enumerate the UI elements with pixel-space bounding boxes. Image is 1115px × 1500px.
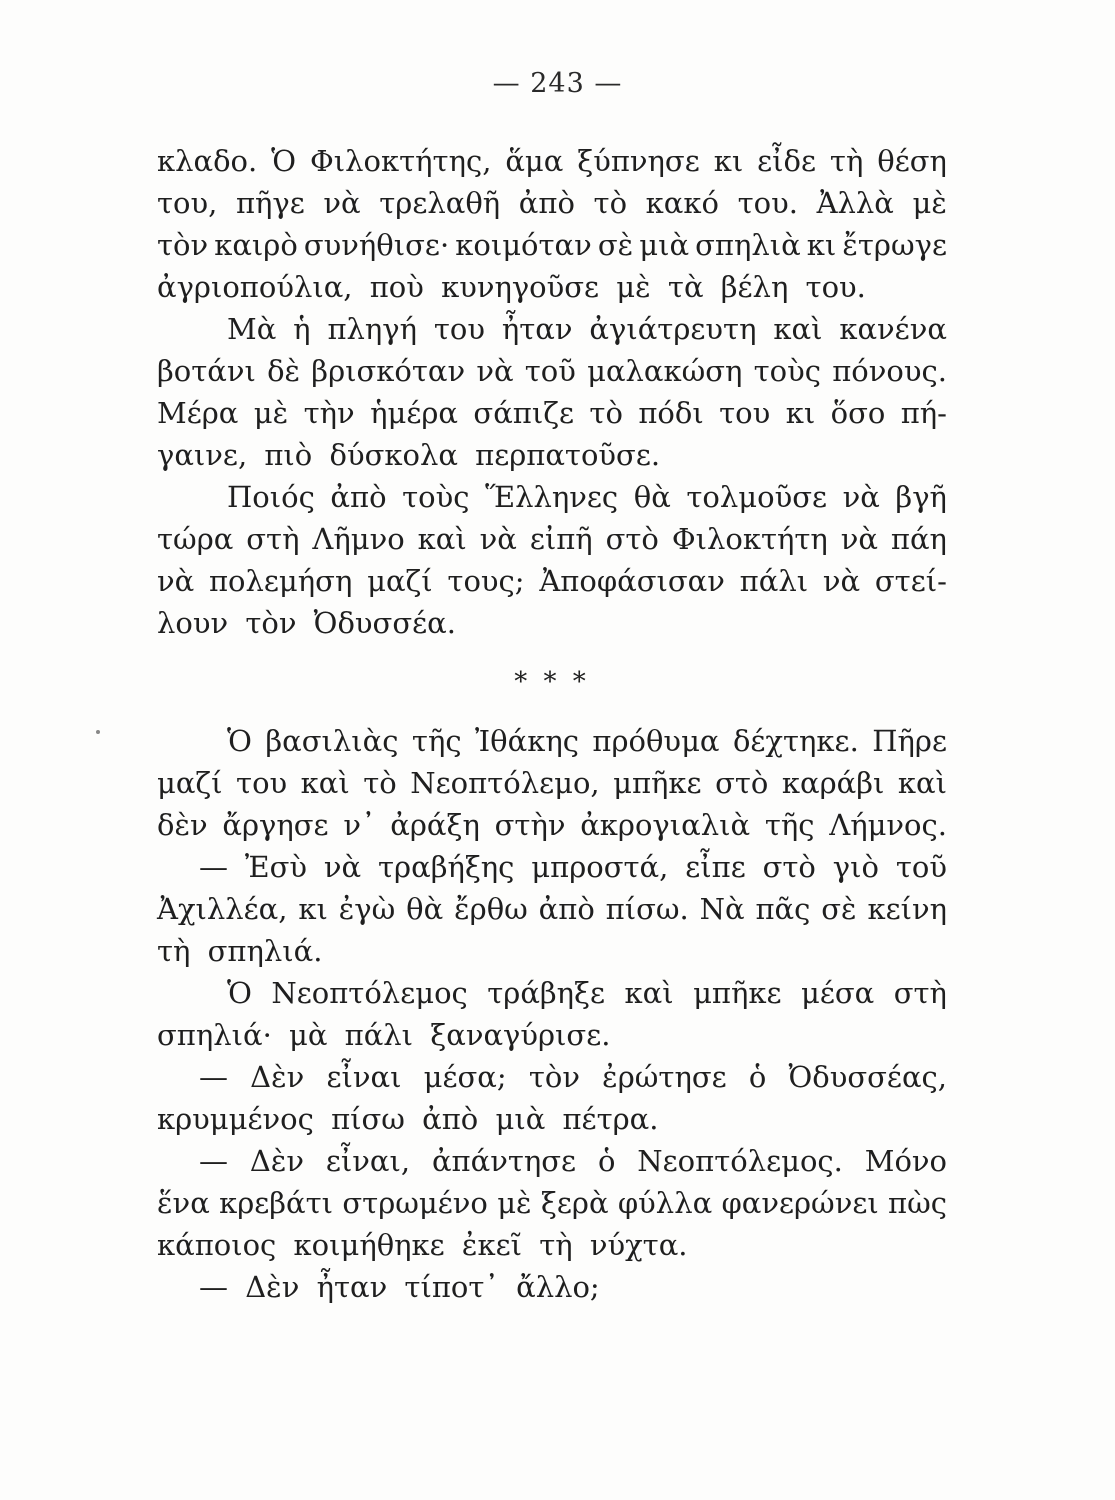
text-line: ἀγριοπούλια, ποὺ κυνηγοῦσε μὲ τὰ βέλη του. [157,270,866,304]
page-text [157,140,947,1308]
page-number: — 243 — [492,68,623,99]
text-line: ἕνα κρεβάτι στρωμένο μὲ ξερὰ φύλλα φανερώνει πὼς [157,1186,947,1220]
text-line: δὲν ἄργησε ν᾽ ἀράξη στὴν ἀκρογιαλιὰ τῆς Λήμνος. [157,808,947,842]
text-line: Μὰ ἡ πληγή του ἦταν ἀγιάτρευτη καὶ κανένα [227,312,947,346]
text-line: σπηλιά· μὰ πάλι ξαναγύρισε. [157,1018,611,1052]
text-line: Ποιός ἀπὸ τοὺς Ἕλληνες θὰ τολμοῦσε νὰ βγῆ [227,480,947,514]
text-line: Ὁ Νεοπτόλεμος τράβηξε καὶ μπῆκε μέσα στὴ [227,976,947,1010]
section-separator: * * * [514,667,590,697]
text-line: γαινε, πιὸ δύσκολα περπατοῦσε. [157,438,661,472]
text-line: τὸν καιρὸ συνήθισε· κοιμόταν σὲ μιὰ σπηλιὰ κι ἔτρωγε [157,228,947,262]
text-line: τώρα στὴ Λῆμνο καὶ νὰ εἰπῆ στὸ Φιλοκτήτη νὰ πάη [157,522,947,556]
text-line: Ὁ βασιλιὰς τῆς Ἰθάκης πρόθυμα δέχτηκε. Πῆρε [227,724,947,758]
text-line: Μέρα μὲ τὴν ἡμέρα σάπιζε τὸ πόδι του κι ὅσο πή- [157,396,947,430]
text-line: — Ἐσὺ νὰ τραβήξης μπροστά, εἶπε στὸ γιὸ τοῦ [199,850,947,884]
text-line: — Δὲν ἦταν τίποτ᾽ ἄλλο; [199,1270,600,1304]
text-line: λουν τὸν Ὀδυσσέα. [157,606,456,640]
text-line: τὴ σπηλιά. [157,934,323,968]
text-line: κλαδο. Ὁ Φιλοκτήτης, ἅμα ξύπνησε κι εἶδε τὴ θέση [157,144,947,178]
text-line: κρυμμένος πίσω ἀπὸ μιὰ πέτρα. [157,1102,659,1136]
text-line: βοτάνι δὲ βρισκόταν νὰ τοῦ μαλακώση τοὺς πόνους. [157,354,947,388]
text-line: μαζί του καὶ τὸ Νεοπτόλεμο, μπῆκε στὸ καράβι καὶ [157,766,947,800]
text-line: Ἀχιλλέα, κι ἐγὼ θὰ ἔρθω ἀπὸ πίσω. Νὰ πᾶς σὲ κείνη [157,892,947,926]
text-line: — Δὲν εἶναι, ἀπάντησε ὁ Νεοπτόλεμος. Μόνο [199,1144,947,1178]
text-line: του, πῆγε νὰ τρελαθῆ ἀπὸ τὸ κακό του. Ἀλλὰ μὲ [157,186,947,220]
text-line: — Δὲν εἶναι μέσα; τὸν ἐρώτησε ὁ Ὀδυσσέας, [199,1060,947,1094]
text-line: κάποιος κοιμήθηκε ἐκεῖ τὴ νύχτα. [157,1228,688,1262]
text-line: νὰ πολεμήση μαζί τους; Ἀποφάσισαν πάλι νὰ στεί- [157,564,947,598]
ink-speck [96,730,100,734]
